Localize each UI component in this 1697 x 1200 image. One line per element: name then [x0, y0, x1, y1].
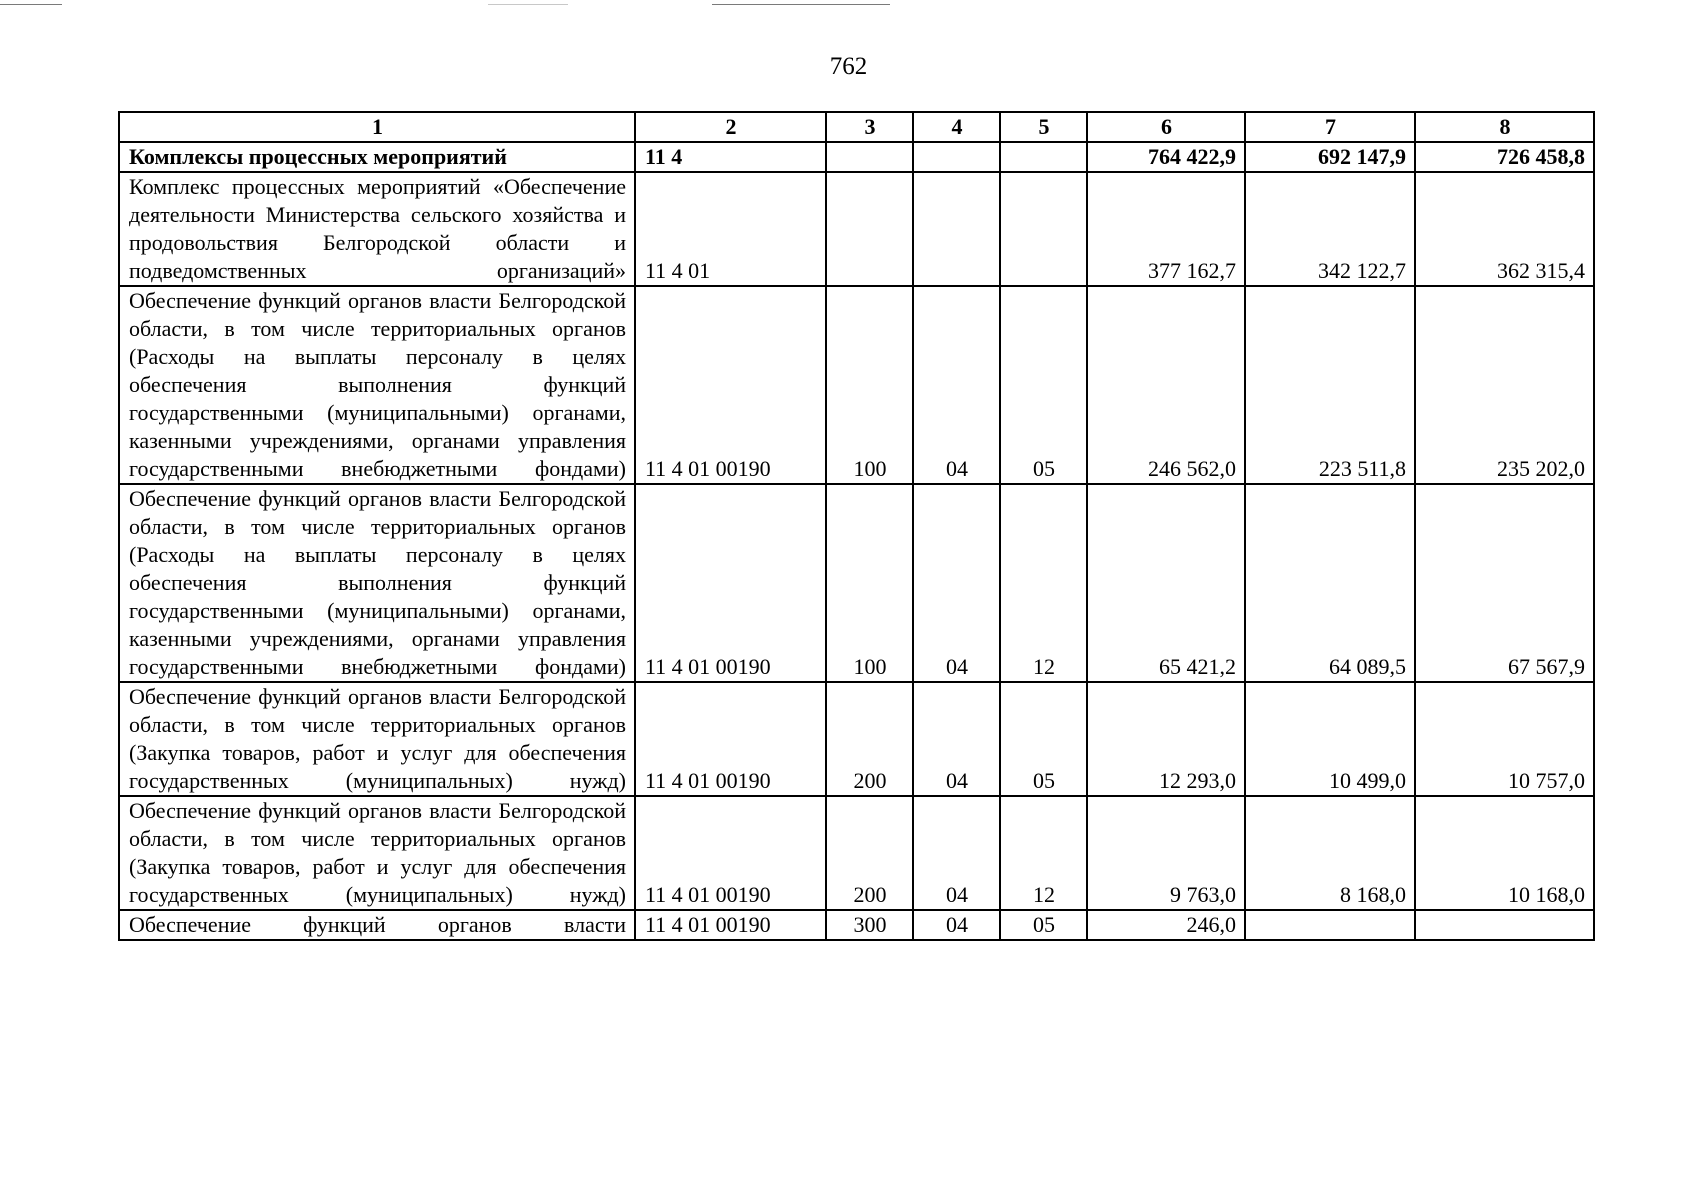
cell-description: Обеспечение функций органов власти Белгородской области, в том числе территориальных органов (Расходы на выплаты персоналу в целях обеспечения выполнения функций государственными (муниципальными) органами, казенными учреждениями, органами управления государственными внебюджетными фондами): [119, 484, 635, 682]
cell-description: Комплекс процессных мероприятий «Обеспечение деятельности Министерства сельского хозяйства и продовольствия Белгородской области и подведомственных организаций»: [119, 172, 635, 286]
cell-amount-col7: 64 089,5: [1245, 484, 1415, 682]
cell-amount-col8: 362 315,4: [1415, 172, 1594, 286]
cell-section: [913, 172, 1000, 286]
column-header-1: 1: [119, 112, 635, 142]
cell-section: 04: [913, 484, 1000, 682]
cell-classification-code: 11 4 01: [635, 172, 826, 286]
cell-amount-col7: 342 122,7: [1245, 172, 1415, 286]
cell-description: Обеспечение функций органов власти Белгородской области, в том числе территориальных органов (Расходы на выплаты персоналу в целях обеспечения выполнения функций государственными (муниципальными) органами, казенными учреждениями, органами управления государственными внебюджетными фондами): [119, 286, 635, 484]
cell-section: 04: [913, 682, 1000, 796]
table-row: [119, 286, 1594, 484]
cell-amount-col6: 9 763,0: [1087, 796, 1245, 910]
cell-classification-code: 11 4: [635, 142, 826, 172]
table-row: [119, 910, 1594, 940]
cell-amount-col7: 223 511,8: [1245, 286, 1415, 484]
cell-amount-col8: 235 202,0: [1415, 286, 1594, 484]
cell-subsection: 05: [1000, 286, 1087, 484]
cell-amount-col8: 10 757,0: [1415, 682, 1594, 796]
cell-amount-col8: 726 458,8: [1415, 142, 1594, 172]
cell-section: [913, 142, 1000, 172]
cell-expense-type: 100: [826, 484, 913, 682]
cell-classification-code: 11 4 01 00190: [635, 910, 826, 940]
column-header-2: 2: [635, 112, 826, 142]
cell-amount-col8: [1415, 910, 1594, 940]
cell-classification-code: 11 4 01 00190: [635, 484, 826, 682]
budget-table: [118, 111, 1595, 941]
cell-amount-col7: 692 147,9: [1245, 142, 1415, 172]
cell-amount-col7: 10 499,0: [1245, 682, 1415, 796]
cell-amount-col8: 10 168,0: [1415, 796, 1594, 910]
column-number-row: [119, 112, 1594, 142]
table-row: [119, 142, 1594, 172]
cell-amount-col7: [1245, 910, 1415, 940]
cell-subsection: 12: [1000, 484, 1087, 682]
cell-description: Комплексы процессных мероприятий: [119, 142, 635, 172]
table-row: [119, 682, 1594, 796]
cell-subsection: [1000, 142, 1087, 172]
cell-expense-type: [826, 172, 913, 286]
table-body: [119, 112, 1594, 940]
cell-subsection: 05: [1000, 682, 1087, 796]
page-number: 762: [829, 53, 868, 80]
cell-expense-type: 200: [826, 796, 913, 910]
cell-amount-col6: 12 293,0: [1087, 682, 1245, 796]
table-row: [119, 172, 1594, 286]
table-row: [119, 796, 1594, 910]
cell-description: Обеспечение функций органов власти Белгородской области, в том числе территориальных органов (Закупка товаров, работ и услуг для обеспечения государственных (муниципальных) нужд): [119, 796, 635, 910]
cell-amount-col6: 246,0: [1087, 910, 1245, 940]
column-header-8: 8: [1415, 112, 1594, 142]
scan-artifact-line: [0, 4, 62, 5]
cell-section: 04: [913, 910, 1000, 940]
cell-amount-col6: 65 421,2: [1087, 484, 1245, 682]
scan-artifact-line: [488, 4, 568, 5]
cell-section: 04: [913, 796, 1000, 910]
scan-artifact-line: [712, 4, 890, 5]
cell-classification-code: 11 4 01 00190: [635, 286, 826, 484]
cell-description: Обеспечение функций органов власти: [119, 910, 635, 940]
cell-amount-col7: 8 168,0: [1245, 796, 1415, 910]
cell-subsection: 12: [1000, 796, 1087, 910]
cell-description: Обеспечение функций органов власти Белгородской области, в том числе территориальных органов (Закупка товаров, работ и услуг для обеспечения государственных (муниципальных) нужд): [119, 682, 635, 796]
cell-expense-type: 200: [826, 682, 913, 796]
cell-expense-type: [826, 142, 913, 172]
column-header-5: 5: [1000, 112, 1087, 142]
cell-amount-col6: 246 562,0: [1087, 286, 1245, 484]
column-header-4: 4: [913, 112, 1000, 142]
cell-subsection: [1000, 172, 1087, 286]
column-header-7: 7: [1245, 112, 1415, 142]
cell-subsection: 05: [1000, 910, 1087, 940]
column-header-3: 3: [826, 112, 913, 142]
cell-expense-type: 300: [826, 910, 913, 940]
cell-classification-code: 11 4 01 00190: [635, 796, 826, 910]
column-header-6: 6: [1087, 112, 1245, 142]
cell-classification-code: 11 4 01 00190: [635, 682, 826, 796]
cell-amount-col6: 377 162,7: [1087, 172, 1245, 286]
table-row: [119, 484, 1594, 682]
cell-section: 04: [913, 286, 1000, 484]
cell-expense-type: 100: [826, 286, 913, 484]
cell-amount-col6: 764 422,9: [1087, 142, 1245, 172]
cell-amount-col8: 67 567,9: [1415, 484, 1594, 682]
